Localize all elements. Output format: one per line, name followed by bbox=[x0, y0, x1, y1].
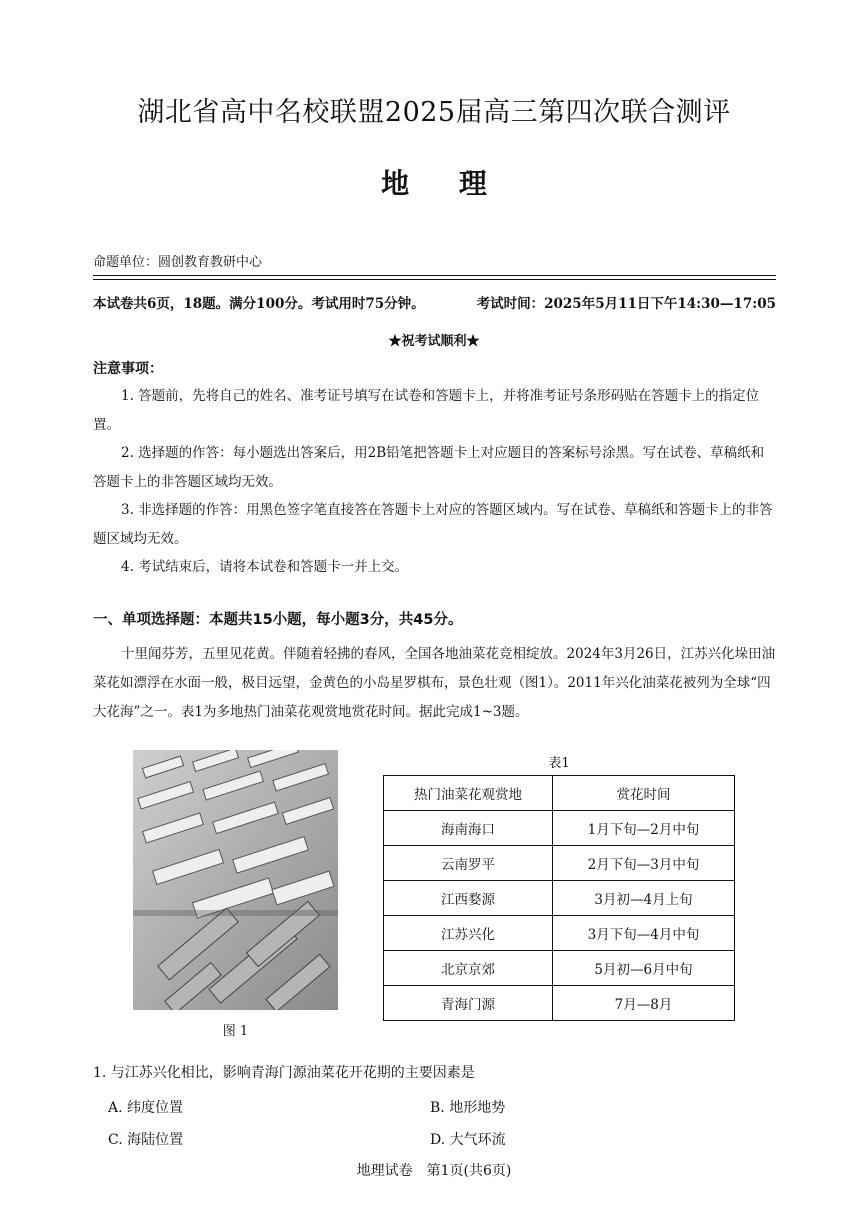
page-footer: 地理试卷 第1页(共6页) bbox=[356, 1163, 512, 1179]
rapeseed-field-photo bbox=[133, 750, 338, 1010]
table-cell: 青海门源 bbox=[384, 986, 553, 1021]
option-d: D. 大气环流 bbox=[430, 1132, 506, 1148]
table-cell: 海南海口 bbox=[384, 811, 553, 846]
notice-list bbox=[93, 382, 776, 582]
notice-item: 2. 选择题的作答：每小题选出答案后，用2B铅笔把答题卡上对应题目的答案标号涂黑。写在试卷、草稿纸和答题卡上的非答题区域均无效。 bbox=[93, 445, 765, 490]
column-header: 赏花时间 bbox=[553, 776, 735, 811]
divider-thin bbox=[93, 279, 776, 280]
table-cell: 江苏兴化 bbox=[384, 916, 553, 951]
option-b: B. 地形地势 bbox=[430, 1100, 506, 1116]
table-row bbox=[384, 951, 735, 986]
option-c: C. 海陆位置 bbox=[108, 1132, 184, 1148]
table-row bbox=[384, 881, 735, 916]
table-row bbox=[384, 846, 735, 881]
flower-viewing-table bbox=[383, 775, 735, 1021]
table-cell: 2月下旬—3月中旬 bbox=[553, 846, 735, 881]
notice-item: 4. 考试结束后，请将本试卷和答题卡一并上交。 bbox=[121, 559, 409, 575]
table-cell: 3月初—4月上旬 bbox=[553, 881, 735, 916]
notice-item: 3. 非选择题的作答：用黑色签字笔直接答在答题卡上对应的答题区域内。写在试卷、草稿纸和答题卡上的非答题区域均无效。 bbox=[93, 502, 773, 547]
exam-info: 本试卷共6页，18题。满分100分。考试用时75分钟。 bbox=[93, 296, 425, 312]
subject-title: 地 理 bbox=[381, 167, 487, 200]
notice-item: 1. 答题前，先将自己的姓名、准考证号填写在试卷和答题卡上，并将准考证号条形码贴在答题卡上的指定位置。 bbox=[93, 388, 760, 433]
author-unit: 命题单位：圆创教育教研中心 bbox=[93, 255, 263, 270]
table-header-row bbox=[384, 776, 735, 811]
section-heading: 一、单项选择题：本题共15小题，每小题3分，共45分。 bbox=[93, 612, 463, 628]
table-cell: 7月—8月 bbox=[553, 986, 735, 1021]
table-cell: 云南罗平 bbox=[384, 846, 553, 881]
option-a: A. 纬度位置 bbox=[108, 1100, 184, 1116]
divider-thick bbox=[93, 275, 776, 276]
table-row bbox=[384, 916, 735, 951]
table-cell: 北京京郊 bbox=[384, 951, 553, 986]
passage-text: 十里闻芬芳，五里见花黄。伴随着轻拂的春风，全国各地油菜花竞相绽放。2024年3月26日，江苏兴化垛田油菜花如漂浮在水面一般，极目远望，金黄色的小岛星罗棋布，景色壮观（图1）。2011年兴化油菜花被列为全球“四大花海”之一。表1为多地热门油菜花观赏地赏花时间。据此完成1~3题。 bbox=[93, 646, 776, 720]
table-caption: 表1 bbox=[548, 756, 570, 771]
good-luck-banner: ★祝考试顺利★ bbox=[388, 334, 480, 349]
table-cell: 3月下旬—4月中旬 bbox=[553, 916, 735, 951]
exam-time: 考试时间：2025年5月11日下午14:30—17:05 bbox=[476, 296, 776, 312]
table-row bbox=[384, 811, 735, 846]
exam-title: 湖北省高中名校联盟2025届高三第四次联合测评 bbox=[137, 97, 731, 128]
notice-heading: 注意事项： bbox=[93, 361, 163, 377]
column-header: 热门油菜花观赏地 bbox=[384, 776, 553, 811]
table-cell: 江西婺源 bbox=[384, 881, 553, 916]
table-row bbox=[384, 986, 735, 1021]
table-cell: 5月初—6月中旬 bbox=[553, 951, 735, 986]
table-cell: 1月下旬—2月中旬 bbox=[553, 811, 735, 846]
question-stem: 1. 与江苏兴化相比，影响青海门源油菜花开花期的主要因素是 bbox=[93, 1065, 475, 1081]
figure-caption: 图 1 bbox=[222, 1024, 249, 1039]
